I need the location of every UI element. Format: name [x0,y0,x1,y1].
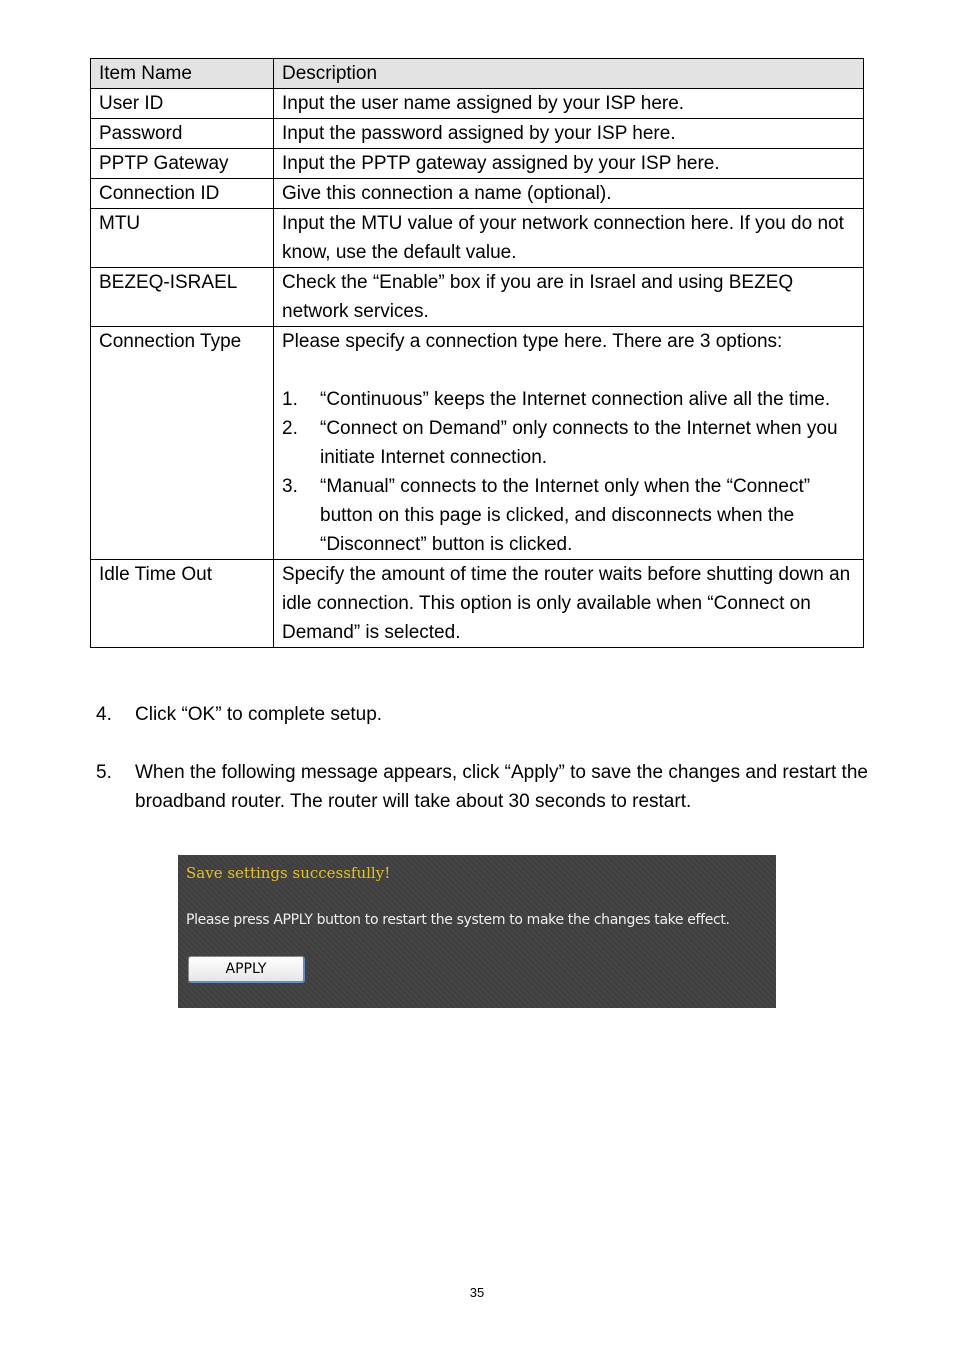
dialog-message: Please press APPLY button to restart the system to make the changes take effect. [186,912,730,928]
connection-type-intro: Please specify a connection type here. There are 3 options: [282,331,783,352]
description-cell [274,327,864,560]
list-item-text: “Connect on Demand” only connects to the Internet when you initiate Internet connection. [320,418,838,468]
description-cell: Input the PPTP gateway assigned by your ISP here. [274,149,864,179]
item-name-cell: Connection Type [91,327,274,560]
dialog-title: Save settings successfully! [186,864,391,882]
description-cell: Input the password assigned by your ISP here. [274,119,864,149]
table-row [91,179,864,209]
table-row [91,89,864,119]
table-row [91,560,864,648]
item-name-cell: PPTP Gateway [91,149,274,179]
apply-button[interactable]: APPLY [188,956,305,983]
item-name-cell: User ID [91,89,274,119]
list-item-text: “Manual” connects to the Internet only when the “Connect” button on this page is clicked, and disconnects when the “Disconnect” button is clicked. [320,476,811,555]
step-item [96,700,906,729]
step-text: Click “OK” to complete setup. [135,704,383,725]
list-item-number: 3. [282,476,298,497]
table-row [91,119,864,149]
column-header-item-name: Item Name [91,59,274,89]
item-name-cell: Idle Time Out [91,560,274,648]
description-cell: Input the user name assigned by your ISP here. [274,89,864,119]
list-item [282,414,855,472]
list-item [282,385,855,414]
settings-description-table [90,58,864,648]
description-cell: Input the MTU value of your network connection here. If you do not know, use the default value. [274,209,864,268]
table-header-row [91,59,864,89]
page-number: 35 [469,1285,485,1300]
list-item-number: 1. [282,389,298,410]
item-name-cell: BEZEQ-ISRAEL [91,268,274,327]
item-name-cell: MTU [91,209,274,268]
column-header-description: Description [274,59,864,89]
table-row [91,268,864,327]
step-number: 5. [96,762,112,783]
description-cell: Specify the amount of time the router waits before shutting down an idle connection. This option is only available when “Connect on Demand” is selected. [274,560,864,648]
list-item-number: 2. [282,418,298,439]
step-text: When the following message appears, click “Apply” to save the changes and restart the broadband router. The router will take about 30 seconds to restart. [135,762,868,812]
table-row [91,149,864,179]
description-cell: Check the “Enable” box if you are in Israel and using BEZEQ network services. [274,268,864,327]
table-row [91,327,864,560]
instruction-steps [96,700,906,845]
item-name-cell: Connection ID [91,179,274,209]
description-cell: Give this connection a name (optional). [274,179,864,209]
item-name-cell: Password [91,119,274,149]
step-number: 4. [96,704,112,725]
connection-type-options [282,385,855,559]
list-item [282,472,855,559]
step-item [96,758,906,816]
save-settings-dialog [178,855,776,1008]
list-item-text: “Continuous” keeps the Internet connection alive all the time. [320,389,831,410]
table-row [91,209,864,268]
